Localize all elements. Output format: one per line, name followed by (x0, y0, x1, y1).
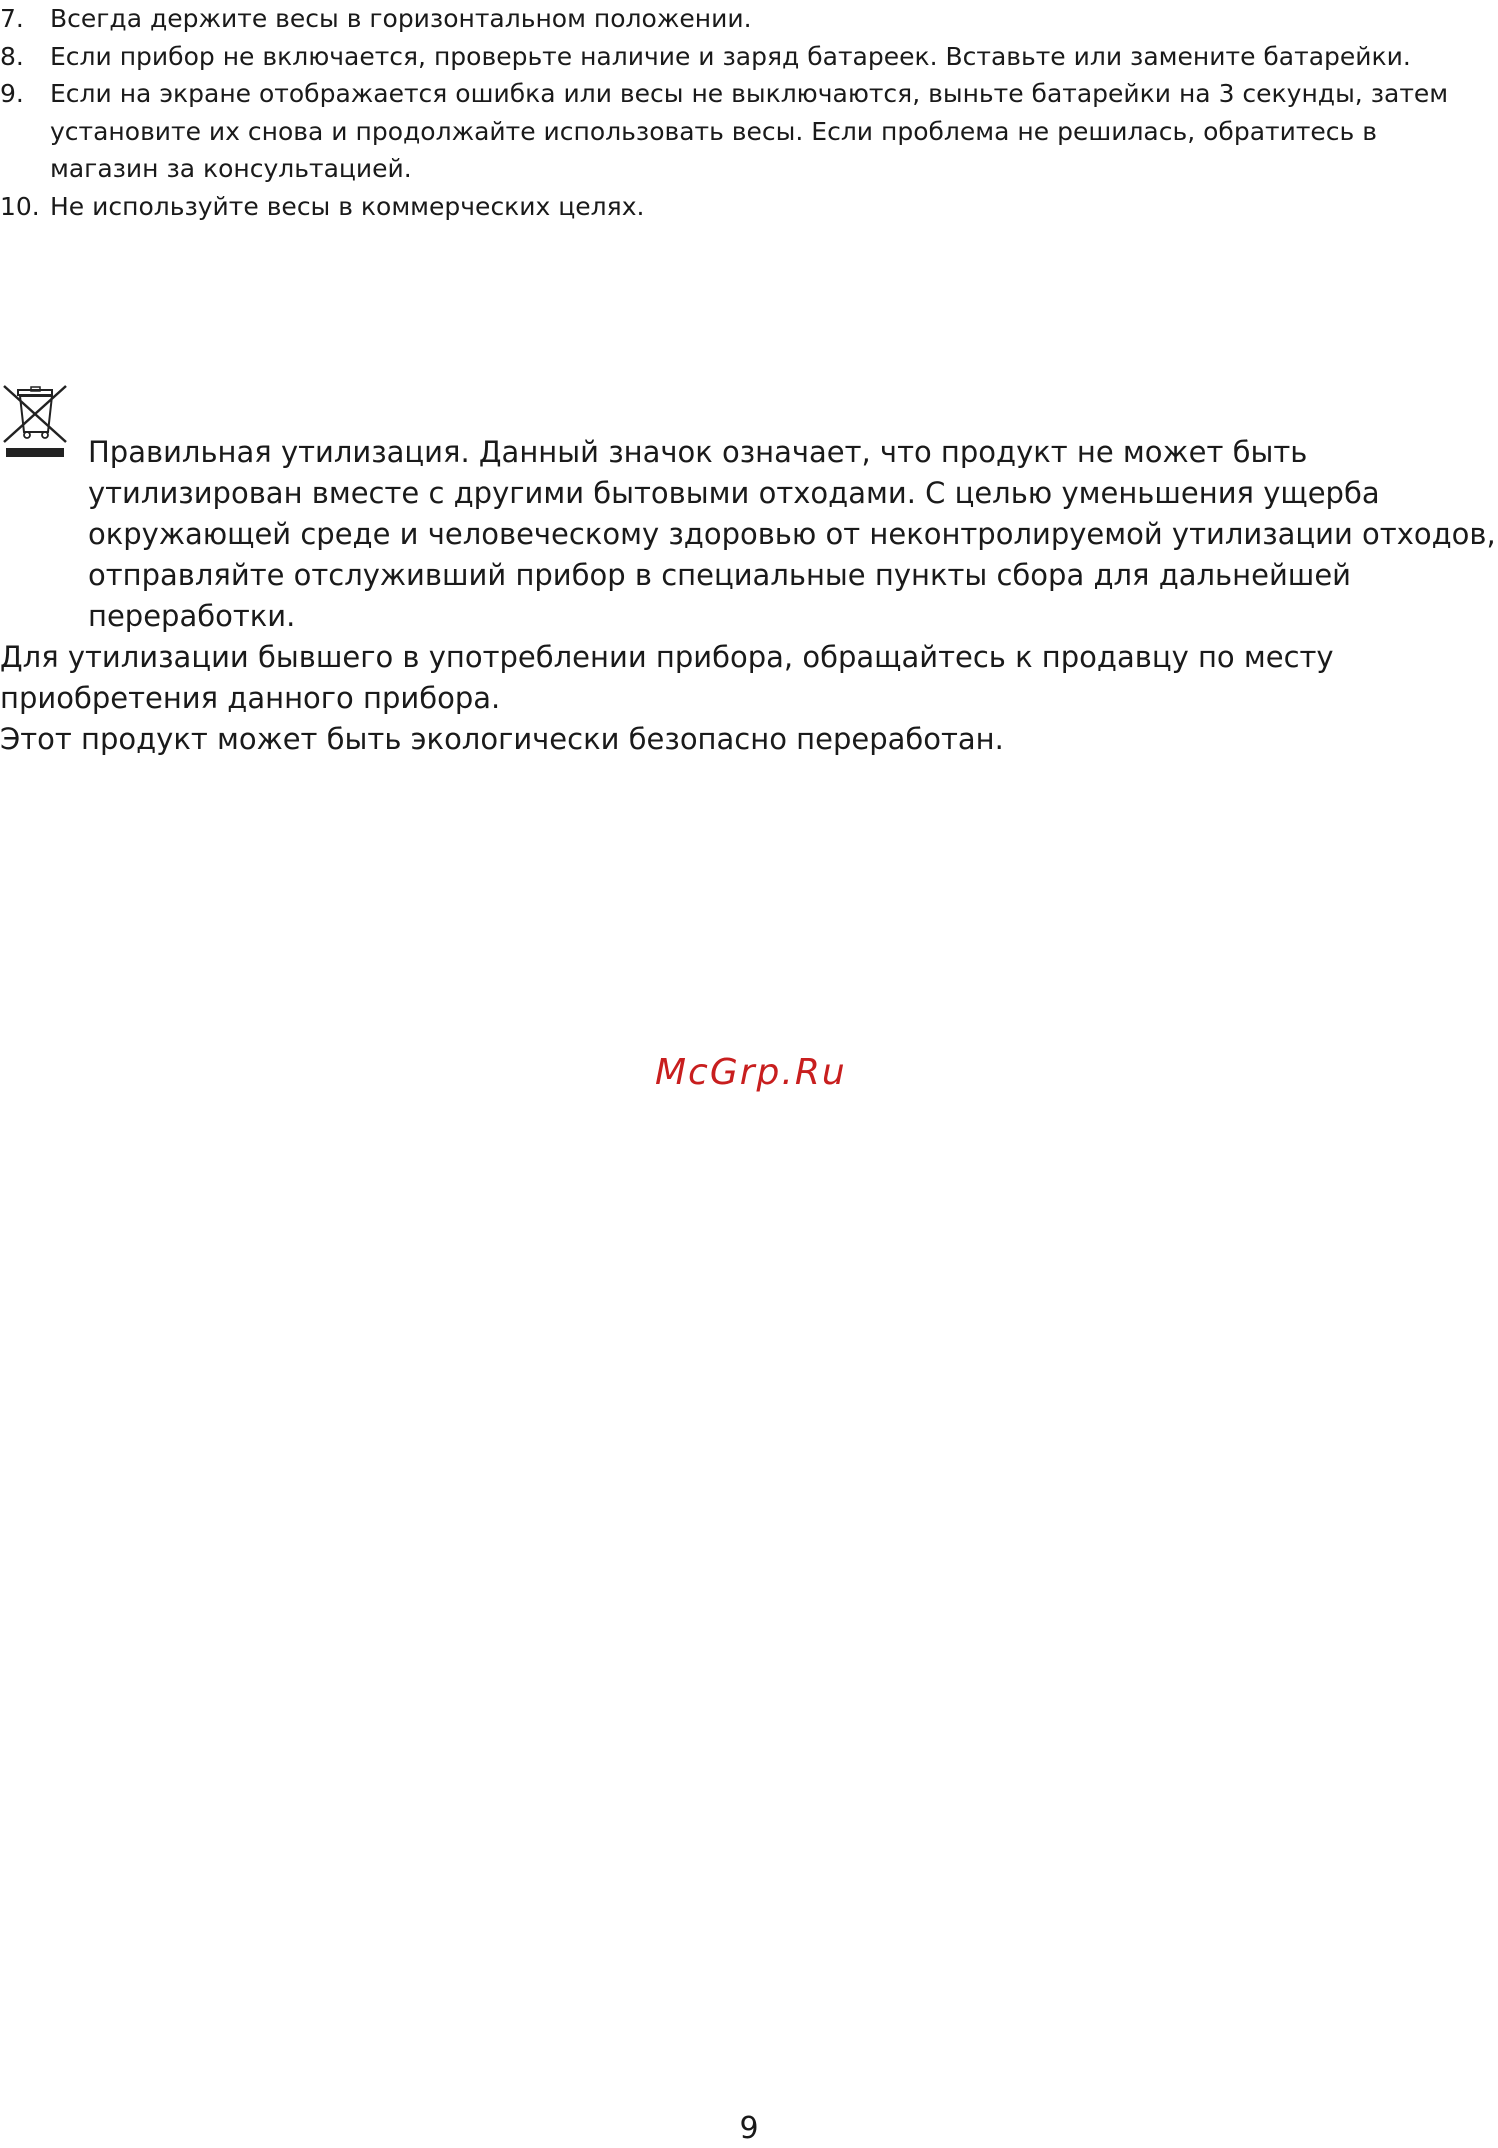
list-item-number: 10. (0, 191, 40, 221)
list-item-text: Всегда держите весы в горизонтальном положении. (50, 4, 752, 33)
list-item-number: 8. (0, 41, 24, 71)
list-item-text: Если прибор не включается, проверьте наличие и заряд батареек. Вставьте или замените батарейки. (50, 41, 1411, 71)
instruction-list (0, 0, 1460, 225)
disposal-paragraph: Этот продукт может быть экологически безопасно переработан. (0, 722, 1004, 756)
disposal-paragraph: Для утилизации бывшего в употреблении прибора, обращайтесь к продавцу по месту приобретения данного прибора. (0, 640, 1334, 715)
list-item (0, 38, 1460, 76)
list-item-text: Не используйте весы в коммерческих целях. (50, 191, 645, 221)
list-item-text: Если на экране отображается ошибка или весы не выключаются, выньте батарейки на 3 секунды, затем установите их снова и продолжайте использовать весы. Если проблема не решилась, обратитесь в магазин за консультацией. (50, 79, 1449, 183)
disposal-section (0, 384, 1498, 760)
page-number: 9 (739, 2111, 759, 2146)
list-item-number: 7. (0, 4, 24, 33)
list-item (0, 188, 1460, 226)
watermark: McGrp.Ru (655, 1052, 847, 1093)
disposal-paragraph: Правильная утилизация. Данный значок означает, что продукт не может быть утилизирован вместе с другими бытовыми отходами. С целью уменьшения ущерба окружающей среде и человеческому здоровью от неконтролируемой утилизации отходов, отправляйте отслуживший прибор в специальные пункты сбора для дальнейшей переработки. (88, 435, 1496, 633)
list-item-number: 9. (0, 79, 24, 108)
list-item (0, 75, 1460, 188)
list-item (0, 0, 1460, 38)
